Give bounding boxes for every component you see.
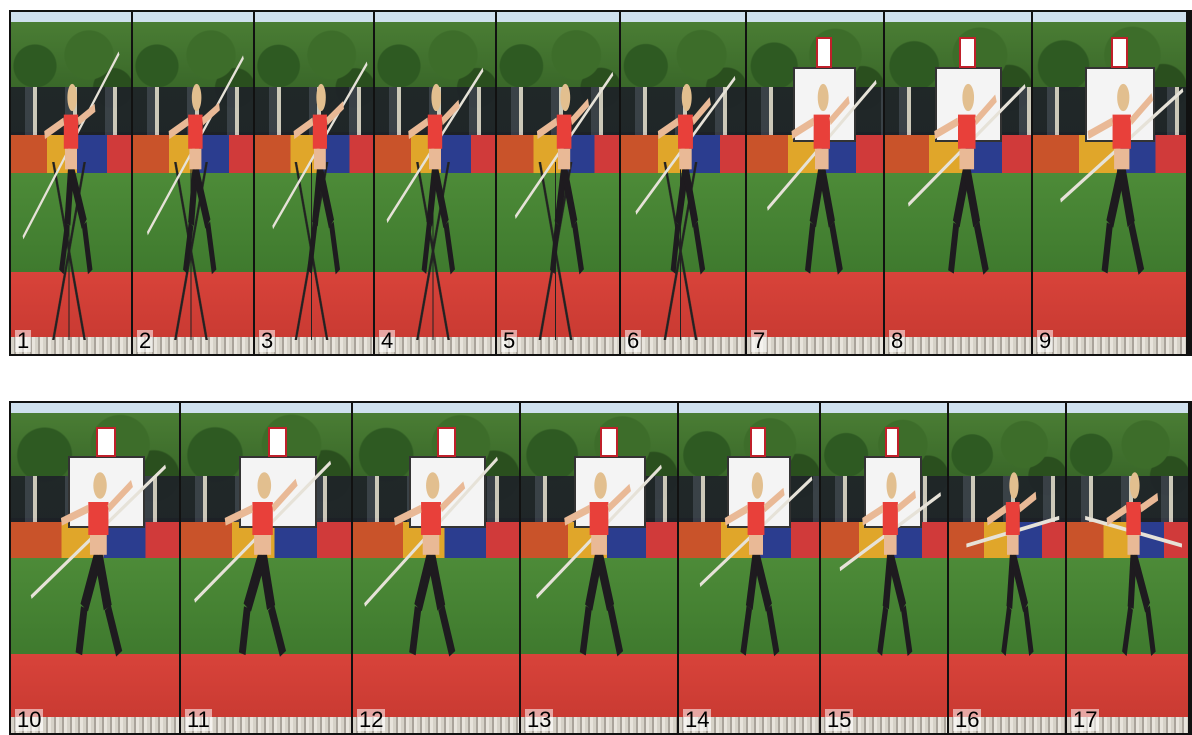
frame-strip-bottom [9, 401, 1192, 735]
frame-15 [821, 403, 949, 733]
athlete-figure [747, 12, 883, 354]
frame-11 [181, 403, 353, 733]
frame-6 [621, 12, 747, 354]
frame-number: 16 [955, 707, 980, 732]
frame-number: 10 [17, 707, 42, 732]
athlete-figure [1067, 403, 1188, 733]
frame-number: 6 [627, 328, 640, 353]
athlete-figure [133, 12, 253, 354]
frame-number: 5 [503, 328, 516, 353]
athlete-figure [11, 12, 131, 354]
frame-strip-top [9, 10, 1192, 356]
athlete-figure [885, 12, 1031, 354]
frame-number: 7 [753, 328, 766, 353]
frame-number: 17 [1073, 707, 1098, 732]
frame-10 [11, 403, 181, 733]
frame-4 [375, 12, 497, 354]
frame-number: 9 [1039, 328, 1052, 353]
athlete-figure [353, 403, 519, 733]
frame-12 [353, 403, 521, 733]
frame-9 [1033, 12, 1186, 354]
athlete-figure [181, 403, 351, 733]
athlete-figure [821, 403, 947, 733]
frame-1 [11, 12, 133, 354]
athlete-figure [679, 403, 819, 733]
frame-17 [1067, 403, 1188, 733]
frame-number: 4 [381, 328, 394, 353]
athlete-figure [949, 403, 1065, 733]
frame-number: 12 [359, 707, 384, 732]
athlete-figure [521, 403, 677, 733]
frame-5 [497, 12, 621, 354]
frame-16 [949, 403, 1067, 733]
frame-2 [133, 12, 255, 354]
frame-number: 3 [261, 328, 274, 353]
athlete-figure [375, 12, 495, 354]
frame-8 [885, 12, 1033, 354]
athlete-figure [621, 12, 745, 354]
frame-number: 2 [139, 328, 152, 353]
frame-number: 8 [891, 328, 904, 353]
frame-number: 15 [827, 707, 852, 732]
athlete-figure [11, 403, 179, 733]
frame-number: 13 [527, 707, 552, 732]
frame-number: 1 [17, 328, 30, 353]
frame-13 [521, 403, 679, 733]
frame-number: 14 [685, 707, 710, 732]
frame-7 [747, 12, 885, 354]
frame-number: 11 [187, 707, 210, 732]
frame-14 [679, 403, 821, 733]
athlete-figure [255, 12, 373, 354]
athlete-figure [497, 12, 619, 354]
frame-3 [255, 12, 375, 354]
athlete-figure [1033, 12, 1186, 354]
